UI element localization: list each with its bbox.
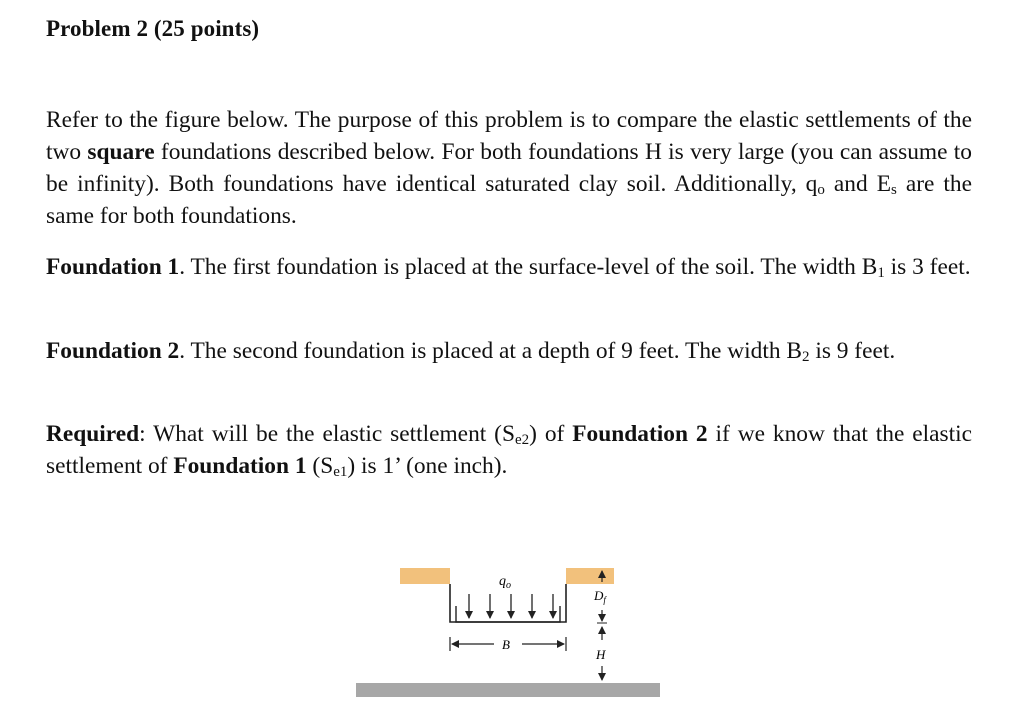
required-paragraph — [46, 418, 972, 482]
required-sub-se1: e1 — [333, 464, 348, 480]
load-label: $q_o$ — [499, 574, 511, 591]
foundation1-text-2: is 3 feet. — [884, 254, 971, 280]
required-text-4: (S — [306, 453, 334, 479]
foundation2-sub: 2 — [801, 349, 810, 365]
foundation1-paragraph — [46, 251, 972, 283]
intro-paragraph — [46, 104, 972, 232]
depth-label: $D_f$ — [594, 588, 606, 605]
foundation1-label: Foundation 1 — [46, 254, 180, 280]
intro-text-1: Refer to the figure below. The purpose of this problem is to compare the elastic settlements of the two — [46, 107, 972, 165]
foundation-figure — [356, 560, 660, 700]
soil-surface-right — [566, 568, 614, 584]
foundation1-text-1: . The first foundation is placed at the surface-level of the soil. The width B — [179, 254, 878, 280]
intro-bold-square: square — [87, 139, 155, 165]
foundation2-text-1: . The second foundation is placed at a depth of 9 feet. The width B — [179, 338, 802, 364]
foundation-diagram — [356, 560, 660, 700]
required-sub-se2: e2 — [514, 432, 530, 448]
required-text-1: : What will be the elastic settlement (S — [139, 421, 515, 447]
required-text-3: if we know that the elastic settlement of — [46, 421, 972, 479]
required-text-5: ) is 1’ (one inch). — [347, 453, 508, 479]
required-label: Required — [46, 421, 140, 447]
foundation1-sub: 1 — [877, 265, 885, 281]
intro-sub-e: s — [891, 182, 897, 198]
required-bold-foundation2: Foundation 2 — [572, 421, 708, 447]
foundation2-paragraph — [46, 335, 972, 367]
foundation2-label: Foundation 2 — [46, 338, 180, 364]
base-layer — [356, 683, 660, 697]
intro-text-3: and E — [824, 171, 891, 197]
intro-sub-q: o — [817, 182, 825, 198]
foundation2-text-2: is 9 feet. — [809, 338, 896, 364]
required-text-2: ) of — [529, 421, 573, 447]
intro-text-2: foundations described below. For both foundations H is very large (you can assume to be infinity). Both foundations have identical saturated clay soil. Additionally, q — [46, 139, 972, 197]
width-label: B — [502, 637, 510, 652]
layer-label: H — [596, 647, 606, 662]
soil-surface-left — [400, 568, 450, 584]
footing-outline — [456, 606, 560, 622]
problem-title: Problem 2 (25 points) — [46, 16, 260, 41]
required-bold-foundation1: Foundation 1 — [173, 453, 307, 479]
intro-text-4: are the same for both foundations. — [46, 171, 973, 229]
